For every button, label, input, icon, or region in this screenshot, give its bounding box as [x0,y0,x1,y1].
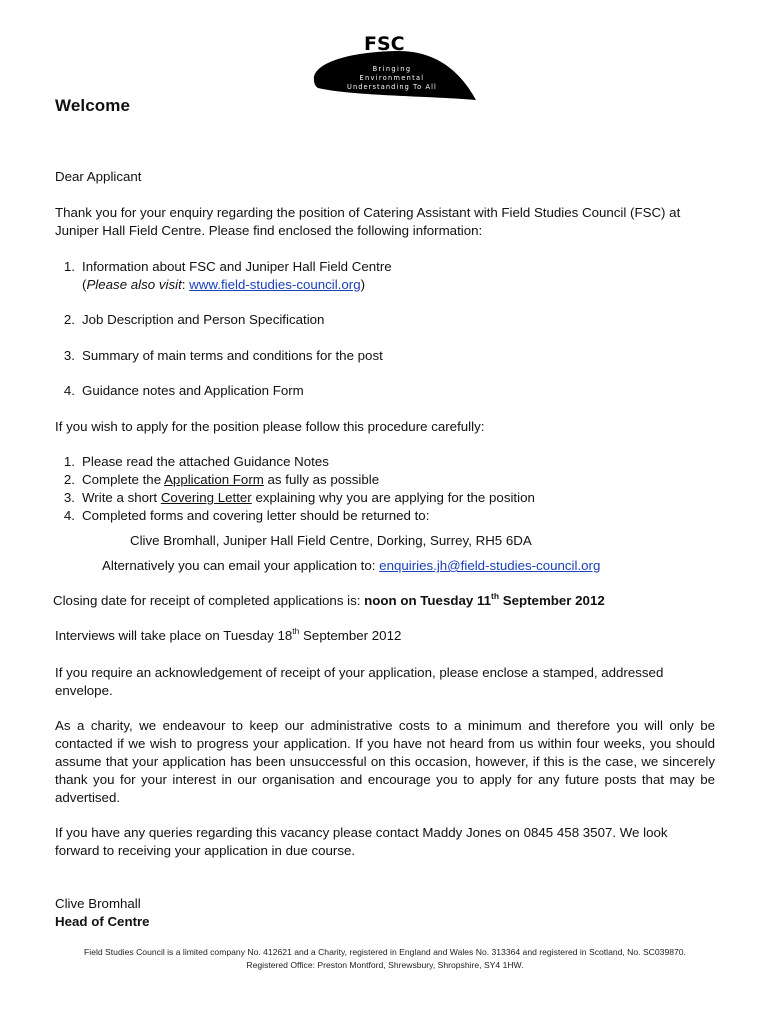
step-number: 1. [63,454,75,469]
closing-date-bold [364,590,605,608]
signoff-title: Head of Centre [55,914,150,929]
step-text-pre: Write a short [82,490,161,505]
enclosure-number: 3. [63,348,75,363]
visit-label: Please also visit [86,277,182,292]
footer-company-info: Field Studies Council is a limited company No. 412621 and a Charity, registered in England and Wales No. 313364 and registered in Scotland, No. SC039870. [84,947,686,957]
enclosure-number: 4. [63,383,75,398]
closing-date-suffix: th [491,590,500,601]
step-text-post: as fully as possible [263,472,380,487]
charity-paragraph: As a charity, we endeavour to keep our administrative costs to a minimum and therefore you will only be contacted if we wish to progress your application. If you have not heard from us within four weeks, you should assume that your application has been unsuccessful on this occasion, however, if this is the case, we sincerely thank you for your interest in our organisation and encourage you to apply for any future posts that may be advertised. [55,718,715,805]
fsc-logo-graphic [312,34,478,102]
enclosure-number: 2. [63,312,75,327]
closing-date [53,592,605,610]
website-link[interactable]: www.field-studies-council.org [189,277,361,292]
visit-close-paren: ) [360,277,366,292]
enclosure-text: Summary of main terms and conditions for the post [82,348,383,363]
step-text: Completed forms and covering letter should be returned to: [82,508,430,523]
logo-tagline-2: Environmental [359,74,425,82]
footer-registered-office: Registered Office: Preston Montford, Shrewsbury, Shropshire, SY4 1HW. [246,960,524,970]
enclosure-text: Information about FSC and Juniper Hall Field Centre [82,259,392,274]
application-form-link[interactable]: Application Form [164,472,264,487]
fsc-logo [312,34,478,102]
email-line-text: Alternatively you can email your application to: [102,558,380,573]
page-title: Welcome [55,96,131,115]
step-text-post: explaining why you are applying for the position [251,490,535,505]
visit-open-paren: ( [82,277,87,292]
closing-date-day: noon on Tuesday 11 [364,593,492,608]
return-address: Clive Bromhall, Juniper Hall Field Centre, Dorking, Surrey, RH5 6DA [130,533,532,548]
signoff-name: Clive Bromhall [55,896,141,911]
interview-date-suffix: th [292,625,300,636]
email-link[interactable]: enquiries.jh@field-studies-council.org [379,558,601,573]
intro-paragraph: Thank you for your enquiry regarding the position of Catering Assistant with Field Studies Council (FSC) at Juniper Hall Field Centre. Please find enclosed the following information: [55,205,681,238]
acknowledgement-paragraph: If you require an acknowledgement of receipt of your application, please enclose a stamped, addressed envelope. [55,665,664,698]
step-text: Please read the attached Guidance Notes [82,454,329,469]
email-line [102,557,600,575]
logo-tagline-3: Understanding To All [347,83,437,91]
logo-title: FSC [364,34,405,55]
interview-date-month: September 2012 [299,628,402,643]
closing-date-text: Closing date for receipt of completed applications is: [53,593,365,608]
enclosure-text: Job Description and Person Specification [82,312,325,327]
visit-colon: : [181,277,190,292]
step-number: 4. [63,508,75,523]
step-text-pre: Complete the [82,472,165,487]
enclosure-number: 1. [63,259,75,274]
queries-paragraph: If you have any queries regarding this vacancy please contact Maddy Jones on 0845 458 3507. We look forward to receiving your application in due course. [55,825,668,858]
enclosure-text: Guidance notes and Application Form [82,383,304,398]
procedure-intro: If you wish to apply for the position please follow this procedure carefully: [55,419,485,434]
step-number: 2. [63,472,75,487]
interview-date-text: Interviews will take place on Tuesday 18 [55,628,293,643]
covering-letter-link[interactable]: Covering Letter [160,490,252,505]
step-number: 3. [63,490,75,505]
salutation: Dear Applicant [55,169,142,184]
footer [20,946,750,972]
closing-date-month: September 2012 [499,593,605,608]
interview-date [55,627,401,645]
logo-tagline-1: Bringing [372,65,412,73]
